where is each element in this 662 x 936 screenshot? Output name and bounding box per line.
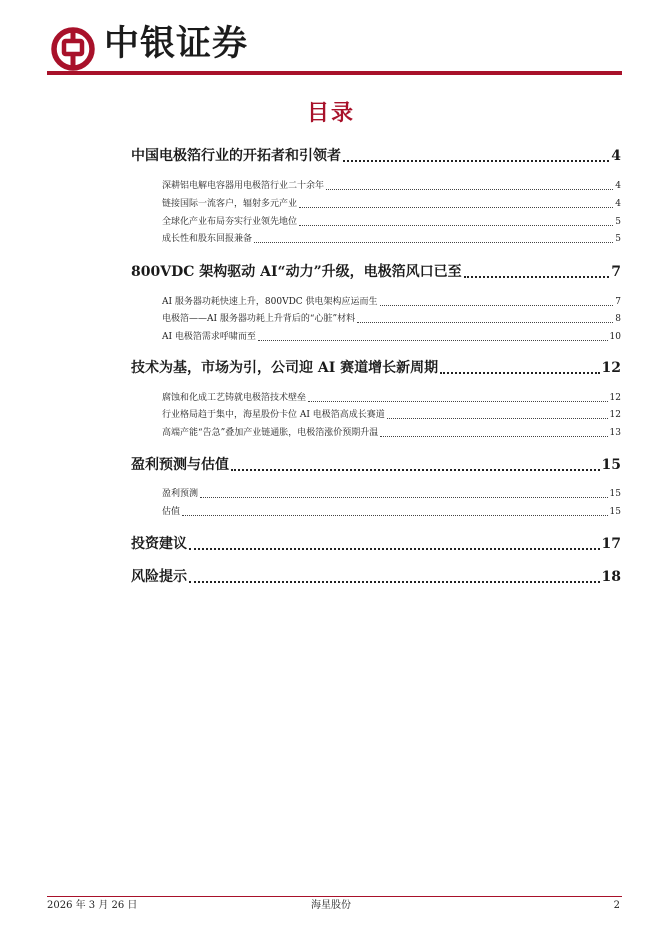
toc-leader-dots	[380, 436, 607, 437]
toc-section-title: 投资建议	[131, 536, 187, 552]
toc-page-number: 12	[609, 393, 621, 403]
toc-section-title: 技术为基，市场为引，公司迎 AI 赛道增长新周期	[131, 360, 439, 376]
toc-leader-dots	[357, 322, 613, 323]
toc-item-title: 电极箔——AI 服务器功耗上升背后的“心脏”材料	[162, 314, 356, 324]
toc-leader-dots	[254, 242, 613, 243]
report-date: 2026 年 3 月 26 日	[47, 900, 138, 911]
toc-leader-dots	[182, 515, 608, 516]
toc-item[interactable]	[162, 313, 621, 325]
toc-item-title: 高端产能“告急”叠加产业链通胀，电极箔涨价预期升温	[162, 428, 379, 438]
toc-item-title: 深耕铝电解电容器用电极箔行业二十余年	[162, 181, 325, 191]
toc-section-title: 盈利预测与估值	[131, 457, 229, 473]
toc-leader-dots	[299, 225, 613, 226]
toc-leader-dots	[299, 207, 613, 208]
footer-divider	[47, 896, 622, 897]
toc-item-title: AI 电极箔需求呼啸而至	[162, 332, 256, 342]
toc-leader-dots	[387, 418, 608, 419]
toc-leader-dots	[231, 469, 600, 471]
toc-item[interactable]	[162, 409, 621, 421]
toc-item-title: 全球化产业布局夯实行业领先地位	[162, 217, 298, 227]
toc-item-title: AI 服务器功耗快速上升，800VDC 供电架构应运而生	[162, 297, 378, 307]
toc-item[interactable]	[162, 216, 621, 228]
toc-page-number: 7	[615, 297, 621, 307]
toc-page-number: 4	[611, 148, 621, 164]
toc-item-title: 成长性和股东回报兼备	[162, 234, 253, 244]
toc-item[interactable]	[162, 198, 621, 210]
toc-page-number: 8	[615, 314, 621, 324]
toc-section[interactable]	[131, 568, 621, 586]
toc-section[interactable]	[131, 456, 621, 474]
toc-leader-dots	[258, 340, 608, 341]
toc-page-number: 18	[601, 569, 621, 585]
toc-item-title: 行业格局趋于集中，海星股份卡位 AI 电极箔高成长赛道	[162, 410, 385, 420]
toc-leader-dots	[464, 276, 610, 278]
toc-item[interactable]	[162, 233, 621, 245]
toc-section-title: 风险提示	[131, 569, 187, 585]
toc-leader-dots	[326, 189, 613, 190]
toc-page-number: 4	[615, 199, 621, 209]
toc-item[interactable]	[162, 506, 621, 518]
toc-item[interactable]	[162, 180, 621, 192]
toc-section[interactable]	[131, 263, 621, 281]
toc-page-number: 13	[609, 428, 621, 438]
toc-item[interactable]	[162, 331, 621, 343]
toc-item[interactable]	[162, 488, 621, 500]
toc-section[interactable]	[131, 147, 621, 165]
toc-section-title: 800VDC 架构驱动 AI“动力”升级，电极箔风口已至	[131, 264, 462, 280]
toc-page-number: 15	[601, 457, 621, 473]
toc-section-title: 中国电极箔行业的开拓者和引领者	[131, 148, 341, 164]
toc-section[interactable]	[131, 535, 621, 553]
company-name: 海星股份	[311, 900, 351, 911]
toc-item-title: 腐蚀和化成工艺铸就电极箔技术壁垒	[162, 393, 307, 403]
page-title: 目录	[306, 101, 355, 126]
toc-page-number: 15	[609, 489, 621, 499]
toc-leader-dots	[189, 548, 600, 550]
toc-leader-dots	[343, 160, 609, 162]
toc-page-number: 15	[609, 507, 621, 517]
toc-item[interactable]	[162, 296, 621, 308]
toc-page-number: 7	[611, 264, 621, 280]
toc-page-number: 4	[615, 181, 621, 191]
toc-leader-dots	[380, 305, 614, 306]
toc-item[interactable]	[162, 427, 621, 439]
toc-leader-dots	[308, 401, 608, 402]
toc-page-number: 12	[601, 360, 621, 376]
toc-item-title: 估值	[162, 507, 181, 517]
toc-section[interactable]	[131, 359, 621, 377]
toc-item-title: 盈利预测	[162, 489, 199, 499]
toc-page-number: 17	[601, 536, 621, 552]
toc-item-title: 链接国际一流客户，辐射多元产业	[162, 199, 298, 209]
toc-page-number: 12	[609, 410, 621, 420]
brand-name: 中银证券	[104, 24, 249, 64]
toc-leader-dots	[200, 497, 608, 498]
toc-page-number: 10	[609, 332, 621, 342]
toc-page-number: 5	[615, 234, 621, 244]
toc-leader-dots	[189, 581, 600, 583]
page-number: 2	[613, 900, 620, 911]
toc-leader-dots	[440, 372, 599, 374]
toc-item[interactable]	[162, 392, 621, 404]
toc-page-number: 5	[615, 217, 621, 227]
